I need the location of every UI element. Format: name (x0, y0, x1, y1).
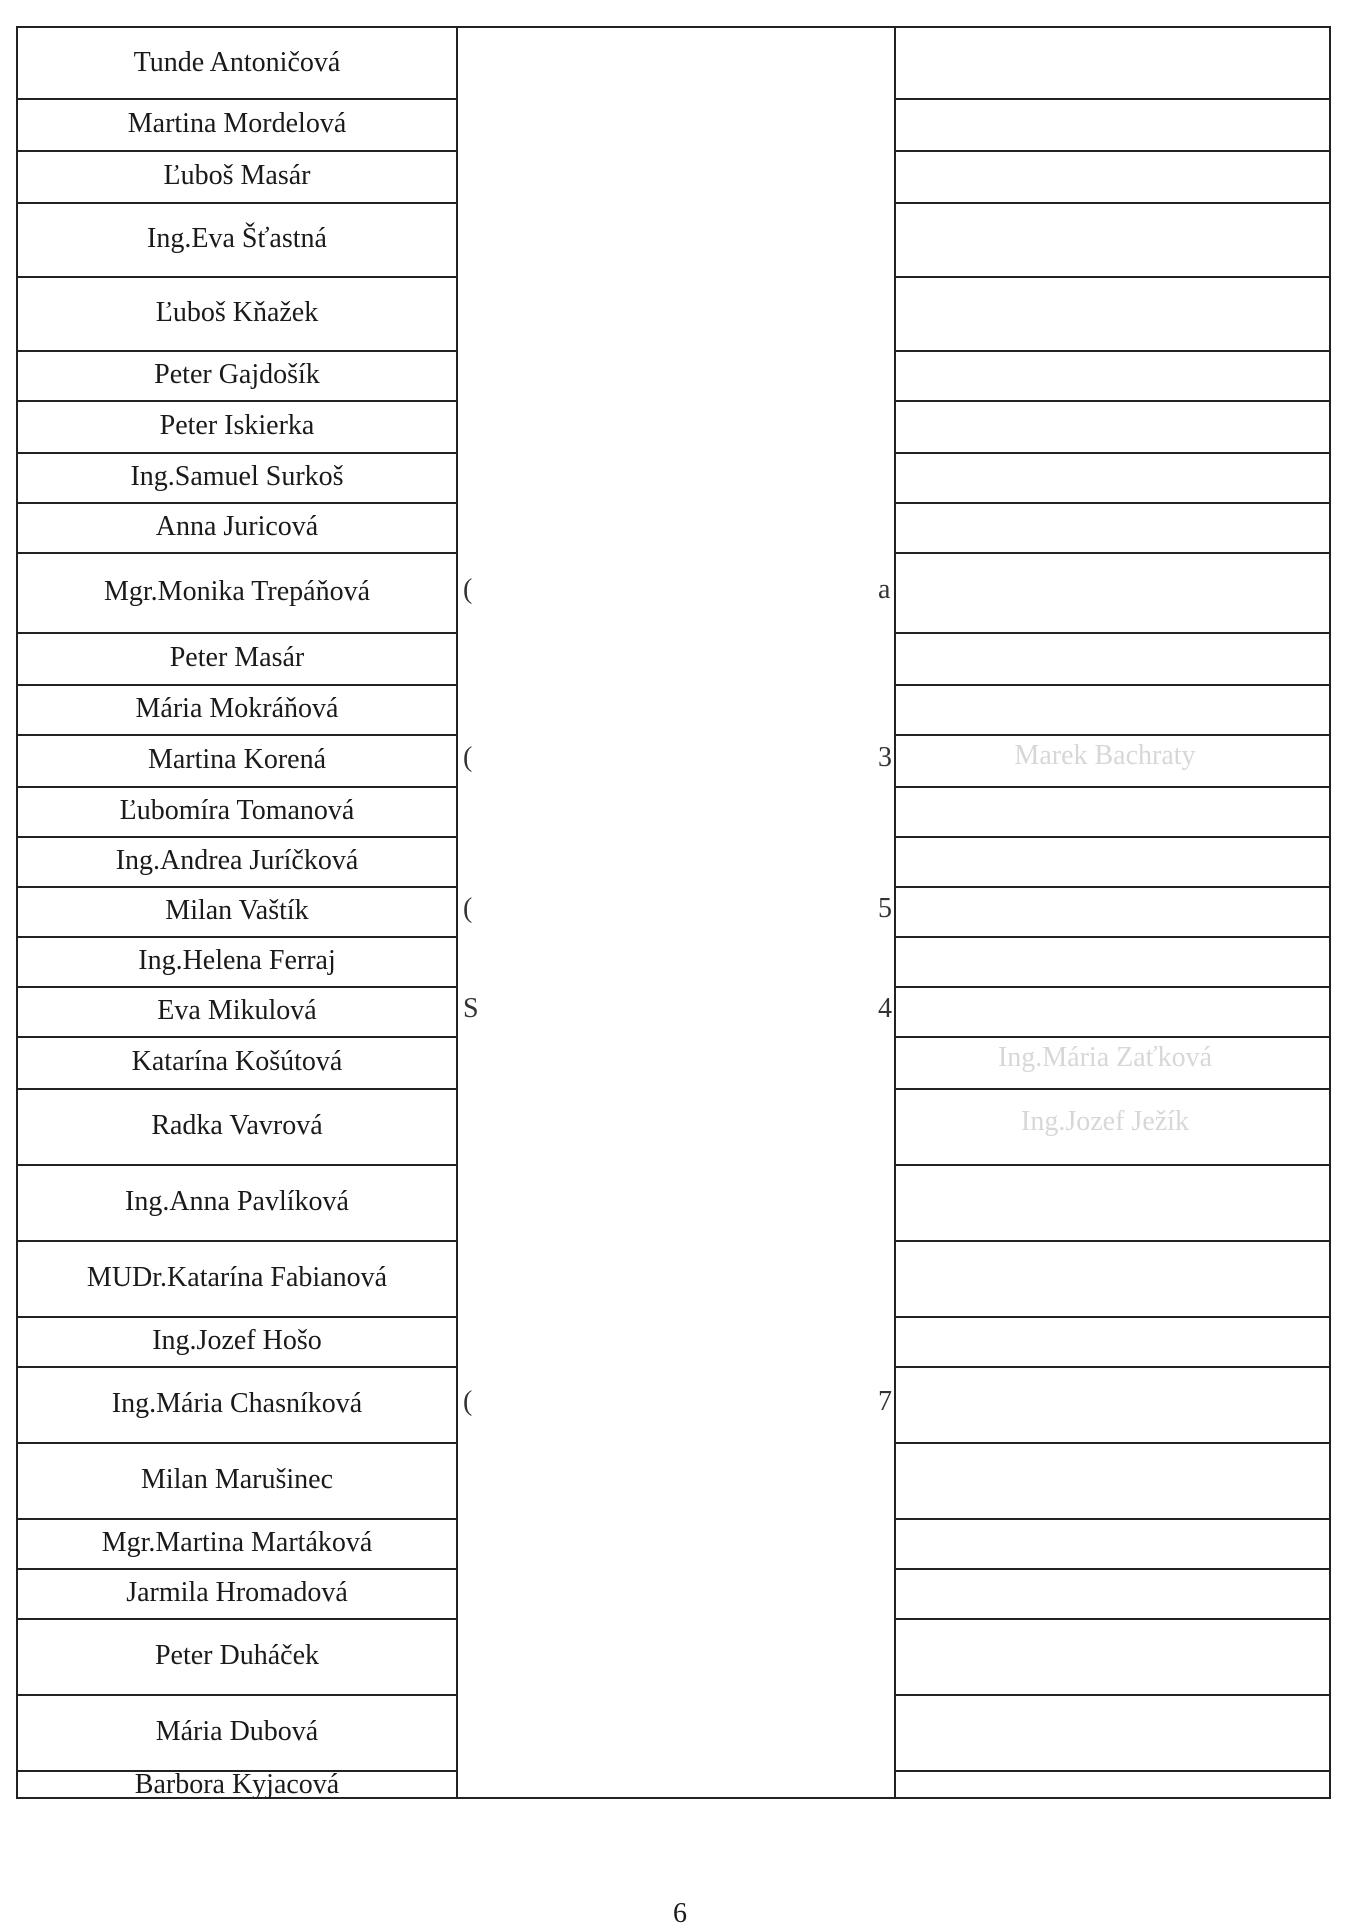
row-divider (896, 98, 1329, 100)
row-divider (896, 400, 1329, 402)
person-name: Radka Vavrová (151, 1110, 323, 1141)
row-divider (896, 1442, 1329, 1444)
row-divider (896, 1618, 1329, 1620)
person-name: Jarmila Hromadová (126, 1577, 348, 1608)
row-divider (896, 632, 1329, 634)
redaction-edge-fragment: 7 (878, 1386, 892, 1417)
person-name: Ľuboš Masár (163, 160, 311, 191)
row-divider (18, 1366, 456, 1368)
person-name: Peter Duháček (154, 1640, 320, 1671)
table-row (18, 452, 456, 502)
row-divider (896, 1518, 1329, 1520)
person-name: Mgr.Monika Trepáňová (104, 576, 370, 607)
person-name: Eva Mikulová (157, 995, 317, 1026)
table-row (18, 1164, 456, 1240)
table-row (18, 1366, 456, 1442)
person-name: Tunde Antoničová (133, 47, 341, 78)
row-divider (18, 1316, 456, 1318)
row-divider (896, 1366, 1329, 1368)
row-divider (18, 886, 456, 888)
row-divider (18, 400, 456, 402)
row-divider (18, 1568, 456, 1570)
row-divider (18, 350, 456, 352)
row-divider (18, 936, 456, 938)
person-name: Mgr.Martina Martáková (101, 1527, 373, 1558)
row-divider (18, 202, 456, 204)
row-divider (896, 986, 1329, 988)
row-divider (18, 734, 456, 736)
row-divider (896, 734, 1329, 736)
person-name: Ing.Mária Chasníková (111, 1388, 363, 1419)
page-number: 6 (673, 1898, 687, 1929)
table-row (18, 1088, 456, 1164)
person-name: Mária Mokráňová (135, 693, 339, 724)
table-row (18, 1518, 456, 1568)
row-divider (896, 1770, 1329, 1772)
row-divider (896, 936, 1329, 938)
row-divider (18, 986, 456, 988)
row-divider (896, 150, 1329, 152)
row-divider (18, 150, 456, 152)
row-divider (896, 836, 1329, 838)
row-divider (896, 452, 1329, 454)
person-name: Katarína Košútová (131, 1046, 343, 1077)
row-divider (18, 276, 456, 278)
redaction-edge-fragment: ( (463, 742, 473, 773)
person-name: Peter Masár (169, 642, 305, 673)
table-row (18, 552, 456, 632)
redaction-edge-fragment: ( (463, 574, 473, 605)
row-divider (18, 1240, 456, 1242)
person-name: Ing.Helena Ferraj (138, 945, 336, 976)
row-divider (896, 350, 1329, 352)
table-row (18, 98, 456, 150)
row-divider (18, 1442, 456, 1444)
person-name: Ing.Andrea Juríčková (115, 845, 359, 876)
row-divider (896, 684, 1329, 686)
table-row (18, 502, 456, 552)
redaction-edge-fragment: 4 (878, 993, 892, 1024)
row-divider (18, 98, 456, 100)
row-divider (18, 1518, 456, 1520)
table-row (18, 1316, 456, 1366)
row-divider (18, 452, 456, 454)
person-name: Ing.Samuel Surkoš (130, 461, 344, 492)
row-divider (18, 1036, 456, 1038)
person-name: Mária Dubová (155, 1716, 319, 1747)
table-row (18, 1618, 456, 1694)
table-row (18, 28, 456, 98)
row-divider (896, 1316, 1329, 1318)
data-table (16, 26, 1331, 1799)
table-row (18, 276, 456, 350)
redaction-edge-fragment: ( (463, 893, 473, 924)
person-name: Martina Korená (147, 744, 327, 775)
table-row (18, 632, 456, 684)
row-divider (18, 502, 456, 504)
person-name: Martina Mordelová (127, 108, 347, 139)
bleed-through-text: Ing.Mária Zaťková (997, 1042, 1213, 1073)
table-row (18, 1694, 456, 1770)
signature-column (896, 28, 1329, 1797)
row-divider (896, 1568, 1329, 1570)
table-row (18, 684, 456, 734)
row-divider (896, 886, 1329, 888)
person-name: Peter Gajdošík (154, 359, 320, 390)
row-divider (896, 502, 1329, 504)
person-name: Milan Vaštík (165, 895, 309, 926)
row-divider (896, 1036, 1329, 1038)
person-name: Ľubomíra Tomanová (119, 795, 355, 826)
row-divider (18, 1770, 456, 1772)
redacted-column (458, 28, 896, 1797)
redaction-edge-fragment: ( (463, 1386, 473, 1417)
redaction-edge-fragment: 5 (878, 893, 892, 924)
row-divider (896, 1694, 1329, 1696)
table-row (18, 400, 456, 452)
table-row (18, 734, 456, 786)
table-row (18, 986, 456, 1036)
table-row (18, 786, 456, 836)
row-divider (18, 836, 456, 838)
table-row (18, 1770, 456, 1799)
row-divider (18, 1164, 456, 1166)
table-row (18, 1568, 456, 1618)
row-divider (18, 684, 456, 686)
row-divider (18, 632, 456, 634)
person-name: Barbora Kyjacová (134, 1768, 340, 1800)
row-divider (896, 202, 1329, 204)
table-row (18, 886, 456, 936)
row-divider (896, 552, 1329, 554)
names-column (18, 28, 458, 1800)
table-row (18, 836, 456, 886)
row-divider (896, 1240, 1329, 1242)
redaction-edge-fragment: a (878, 574, 891, 605)
row-divider (896, 1088, 1329, 1090)
person-name: Ing.Eva Šťastná (147, 223, 327, 254)
table-row (18, 1240, 456, 1316)
row-divider (18, 786, 456, 788)
person-name: Ing.Jozef Hošo (152, 1325, 322, 1356)
table-row (18, 202, 456, 276)
bleed-through-text: Marek Bachraty (1014, 740, 1196, 771)
table-row (18, 150, 456, 202)
table-row (18, 936, 456, 986)
person-name: Milan Marušinec (140, 1464, 334, 1495)
row-divider (18, 552, 456, 554)
table-row (18, 1036, 456, 1088)
row-divider (18, 1088, 456, 1090)
row-divider (18, 1618, 456, 1620)
table-row (18, 1442, 456, 1518)
redaction-edge-fragment: S (463, 993, 479, 1024)
row-divider (896, 786, 1329, 788)
person-name: MUDr.Katarína Fabianová (86, 1262, 388, 1293)
person-name: Ľuboš Kňažek (155, 297, 319, 328)
person-name: Anna Juricová (155, 511, 319, 542)
table-row (18, 350, 456, 400)
row-divider (896, 276, 1329, 278)
person-name: Ing.Anna Pavlíková (125, 1186, 349, 1217)
row-divider (18, 1694, 456, 1696)
person-name: Peter Iskierka (159, 410, 315, 441)
bleed-through-text: Ing.Jozef Ježík (1021, 1106, 1189, 1137)
redaction-edge-fragment: 3 (878, 742, 892, 773)
row-divider (896, 1164, 1329, 1166)
